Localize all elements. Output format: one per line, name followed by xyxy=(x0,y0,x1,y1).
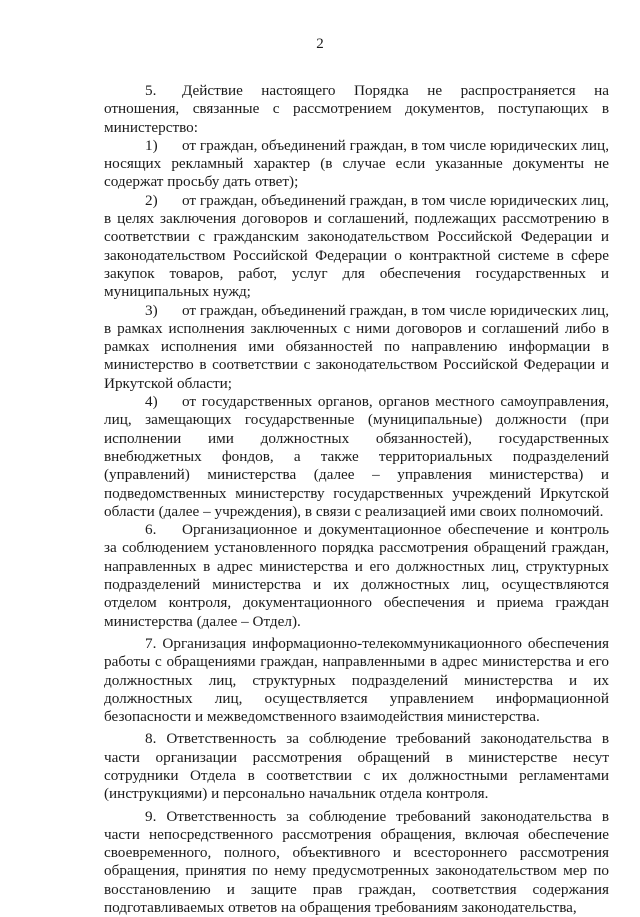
paragraph-label: 6. xyxy=(145,521,157,539)
subitem-4 xyxy=(104,393,609,521)
subitem-1 xyxy=(104,137,609,192)
paragraph-7: 7. Организация информационно-телекоммуникационного обеспечения работы с обращениями граждан, направленными в адрес министерства и его должностных лиц, структурных подразделений министерства и их должностных лиц, осуществляется управлением информационной безопасности и межведомственного взаимодействия министерства. xyxy=(104,634,609,726)
subitem-3 xyxy=(104,302,609,393)
paragraph-5 xyxy=(104,82,609,137)
paragraph-text: Действие настоящего Порядка не распространяется на отношения, связанные с рассмотрением документов, поступающих в министерство: xyxy=(104,82,609,136)
subitem-label: 4) xyxy=(145,393,158,411)
paragraph-label: 5. xyxy=(145,82,157,99)
subitem-text: от граждан, объединений граждан, в том числе юридических лиц, в целях заключения договоров и соглашений, подлежащих рассмотрению в соответствии с гражданским законодательством Российской Федерации и законодательством Российской Федерации о контрактной системе в сфере закупок товаров, работ, услуг для обеспечения государственных и муниципальных нужд; xyxy=(104,191,609,301)
document-body xyxy=(104,82,609,917)
subitem-label: 2) xyxy=(145,191,158,209)
paragraph-6 xyxy=(104,521,609,631)
paragraph-9: 9. Ответственность за соблюдение требований законодательства в части непосредственного рассмотрения обращения, включая обеспечение своевременного, полного, объективного и всестороннего рассмотрения обращения, принятия по нему предусмотренных законодательством мер по восстановлению и защите прав граждан, соответствия содержания подготавливаемых ответов на обращения требованиям законодательства, xyxy=(104,807,609,917)
subitem-label: 1) xyxy=(145,136,158,154)
subitem-label: 3) xyxy=(145,301,158,319)
paragraph-text: Организационное и документационное обеспечение и контроль за соблюдением установленного порядка рассмотрения обращений граждан, направленных в адрес министерства и его должностных лиц, структурных подразделений министерства и их должностных лиц, осуществляются отделом контроля, документационного обеспечения и приема граждан министерства (далее – Отдел). xyxy=(104,521,609,630)
subitem-2 xyxy=(104,192,609,302)
paragraph-8: 8. Ответственность за соблюдение требований законодательства в части организации рассмотрения обращений в министерстве несут сотрудники Отдела в соответствии с их должностными регламентами (инструкциями) и персонально начальник отдела контроля. xyxy=(104,730,609,803)
subitem-text: от граждан, объединений граждан, в том числе юридических лиц, носящих рекламный характер (в случае если указанные документы не содержат просьбу дать ответ); xyxy=(104,136,609,191)
subitem-text: от государственных органов, органов местного самоуправления, лиц, замещающих государственные (муниципальные) должности (при исполнении ими должностных обязанностей), государственных внебюджетных фондов, а также территориальных подразделений (управлений) министерства (далее – управления министерства) и подведомственных министерству государственных учреждений Иркутской области (далее – учреждения), в связи с реализацией ими своих полномочий. xyxy=(104,393,609,520)
subitem-text: от граждан, объединений граждан, в том числе юридических лиц, в рамках исполнения заключенных с ними договоров и соглашений либо в рамках исполнения ими обязанностей по направлению информации в министерство в соответствии с законодательством Российской Федерации и Иркутской области; xyxy=(104,301,609,392)
page-number: 2 xyxy=(316,36,324,52)
